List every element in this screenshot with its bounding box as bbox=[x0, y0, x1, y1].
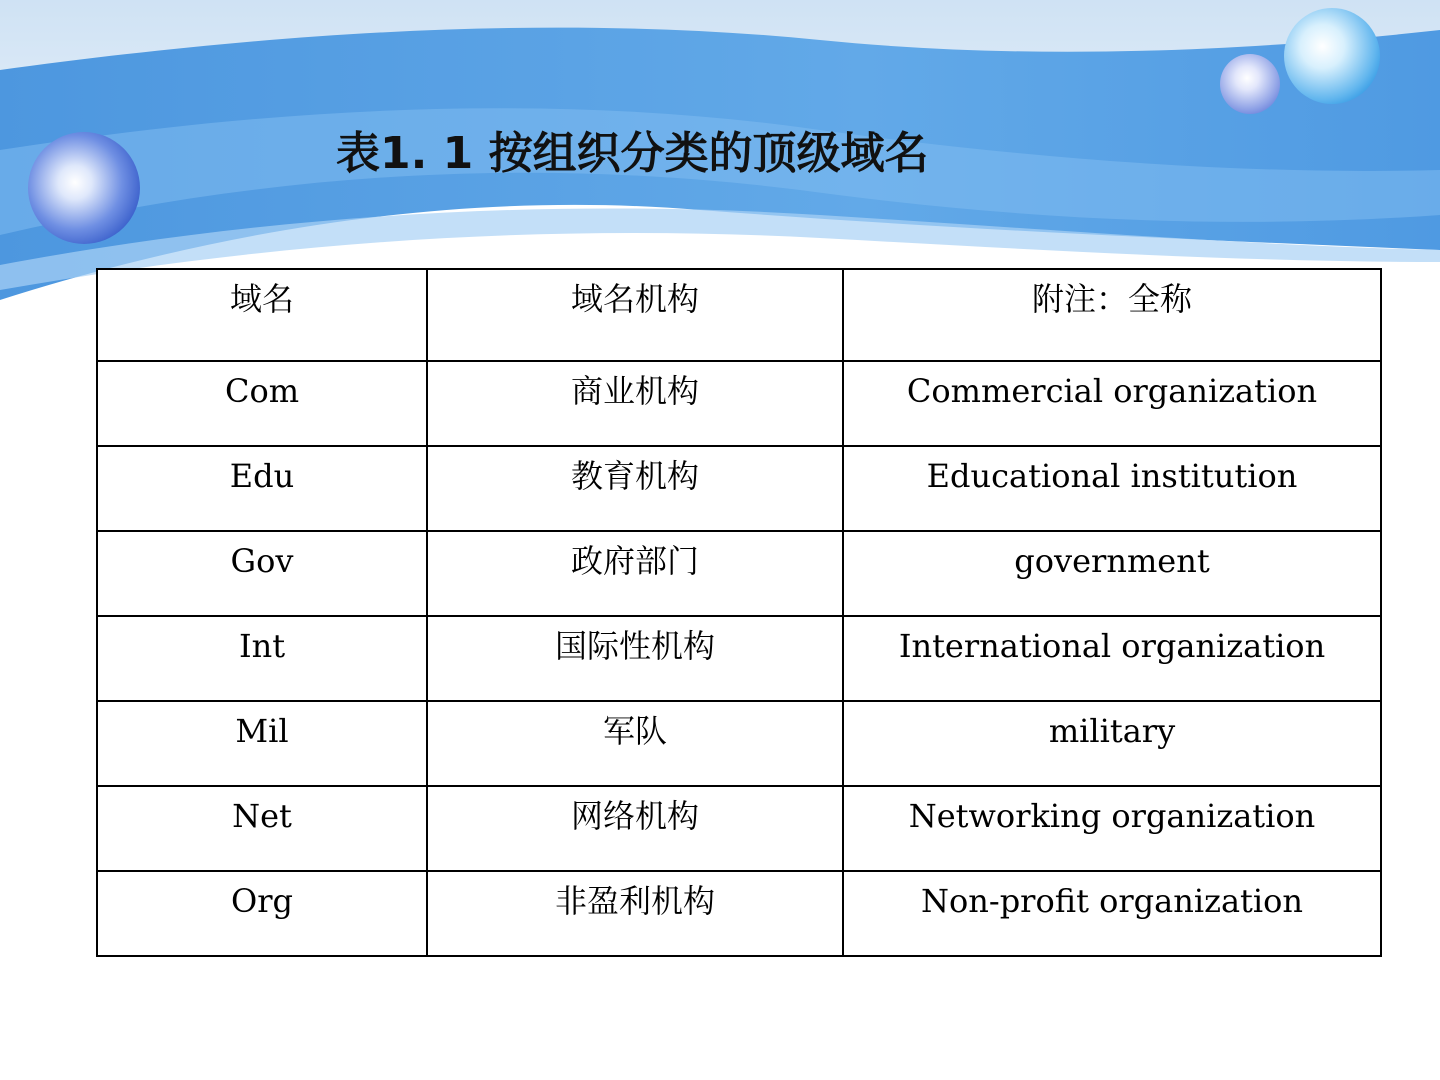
cell-fullname: government bbox=[843, 531, 1381, 616]
cell-domain: Org bbox=[97, 871, 427, 956]
table-row bbox=[97, 446, 1381, 531]
table-header-row bbox=[97, 269, 1381, 361]
cell-fullname: Commercial organization bbox=[843, 361, 1381, 446]
cell-org: 教育机构 bbox=[427, 446, 843, 531]
decorative-orb-cyan bbox=[1284, 8, 1380, 104]
cell-domain: Edu bbox=[97, 446, 427, 531]
header-note-fullname: 附注：全称 bbox=[843, 269, 1381, 361]
header-domain-org: 域名机构 bbox=[427, 269, 843, 361]
cell-fullname: Non-profit organization bbox=[843, 871, 1381, 956]
cell-fullname: Networking organization bbox=[843, 786, 1381, 871]
decorative-orb-small bbox=[1220, 54, 1280, 114]
cell-domain: Int bbox=[97, 616, 427, 701]
cell-domain: Gov bbox=[97, 531, 427, 616]
cell-org: 政府部门 bbox=[427, 531, 843, 616]
cell-org: 商业机构 bbox=[427, 361, 843, 446]
table-row bbox=[97, 786, 1381, 871]
table-row bbox=[97, 531, 1381, 616]
table-row bbox=[97, 361, 1381, 446]
table-row bbox=[97, 616, 1381, 701]
cell-domain: Com bbox=[97, 361, 427, 446]
cell-domain: Net bbox=[97, 786, 427, 871]
cell-org: 国际性机构 bbox=[427, 616, 843, 701]
table-row bbox=[97, 701, 1381, 786]
cell-fullname: military bbox=[843, 701, 1381, 786]
cell-org: 非盈利机构 bbox=[427, 871, 843, 956]
cell-fullname: Educational institution bbox=[843, 446, 1381, 531]
domain-table bbox=[96, 268, 1382, 957]
cell-org: 网络机构 bbox=[427, 786, 843, 871]
cell-org: 军队 bbox=[427, 701, 843, 786]
decorative-orb-large bbox=[28, 132, 140, 244]
slide-title: 表1. 1 按组织分类的顶级域名 bbox=[336, 128, 929, 179]
header-domain: 域名 bbox=[97, 269, 427, 361]
cell-fullname: International organization bbox=[843, 616, 1381, 701]
cell-domain: Mil bbox=[97, 701, 427, 786]
table-row bbox=[97, 871, 1381, 956]
